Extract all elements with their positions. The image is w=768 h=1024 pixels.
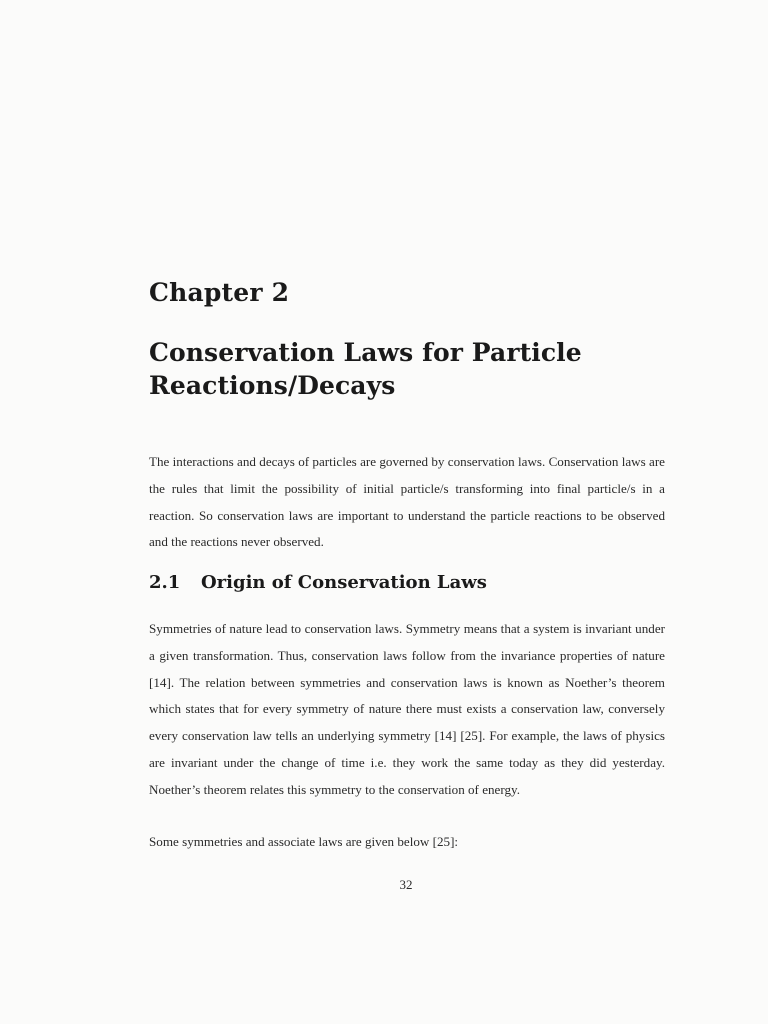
- section-title: Origin of Conservation Laws: [201, 572, 487, 593]
- intro-paragraph: The interactions and decays of particles are governed by conservation laws. Conservation laws are the rules that limit the possibility of initial particle/s transforming into final particle/s in a reaction. So conservation laws are important to understand the particle reactions to be observed and the reactions never observed.: [149, 454, 665, 550]
- section-number: 2.1: [149, 572, 181, 593]
- page-number: 32: [399, 877, 413, 892]
- section-paragraph: Symmetries of nature lead to conservation laws. Symmetry means that a system is invariant under a given transformation. Thus, conservation laws follow from the invariance properties of nature [14]. The relation between symmetries and conservation laws is known as Noether’s theorem which states that for every symmetry of nature there must exists a conservation law, conversely every conservation law tells an underlying symmetry [14] [25]. For example, the laws of physics are invariant under the change of time i.e. they work the same today as they did yesterday. Noether’s theorem relates this symmetry to the conservation of energy.: [149, 621, 665, 797]
- chapter-title: Conservation Laws for Particle Reactions/Decays: [149, 338, 582, 400]
- section-heading: [149, 572, 487, 593]
- section-lead-in: Some symmetries and associate laws are given below [25]:: [149, 834, 459, 849]
- chapter-label: Chapter 2: [149, 278, 290, 307]
